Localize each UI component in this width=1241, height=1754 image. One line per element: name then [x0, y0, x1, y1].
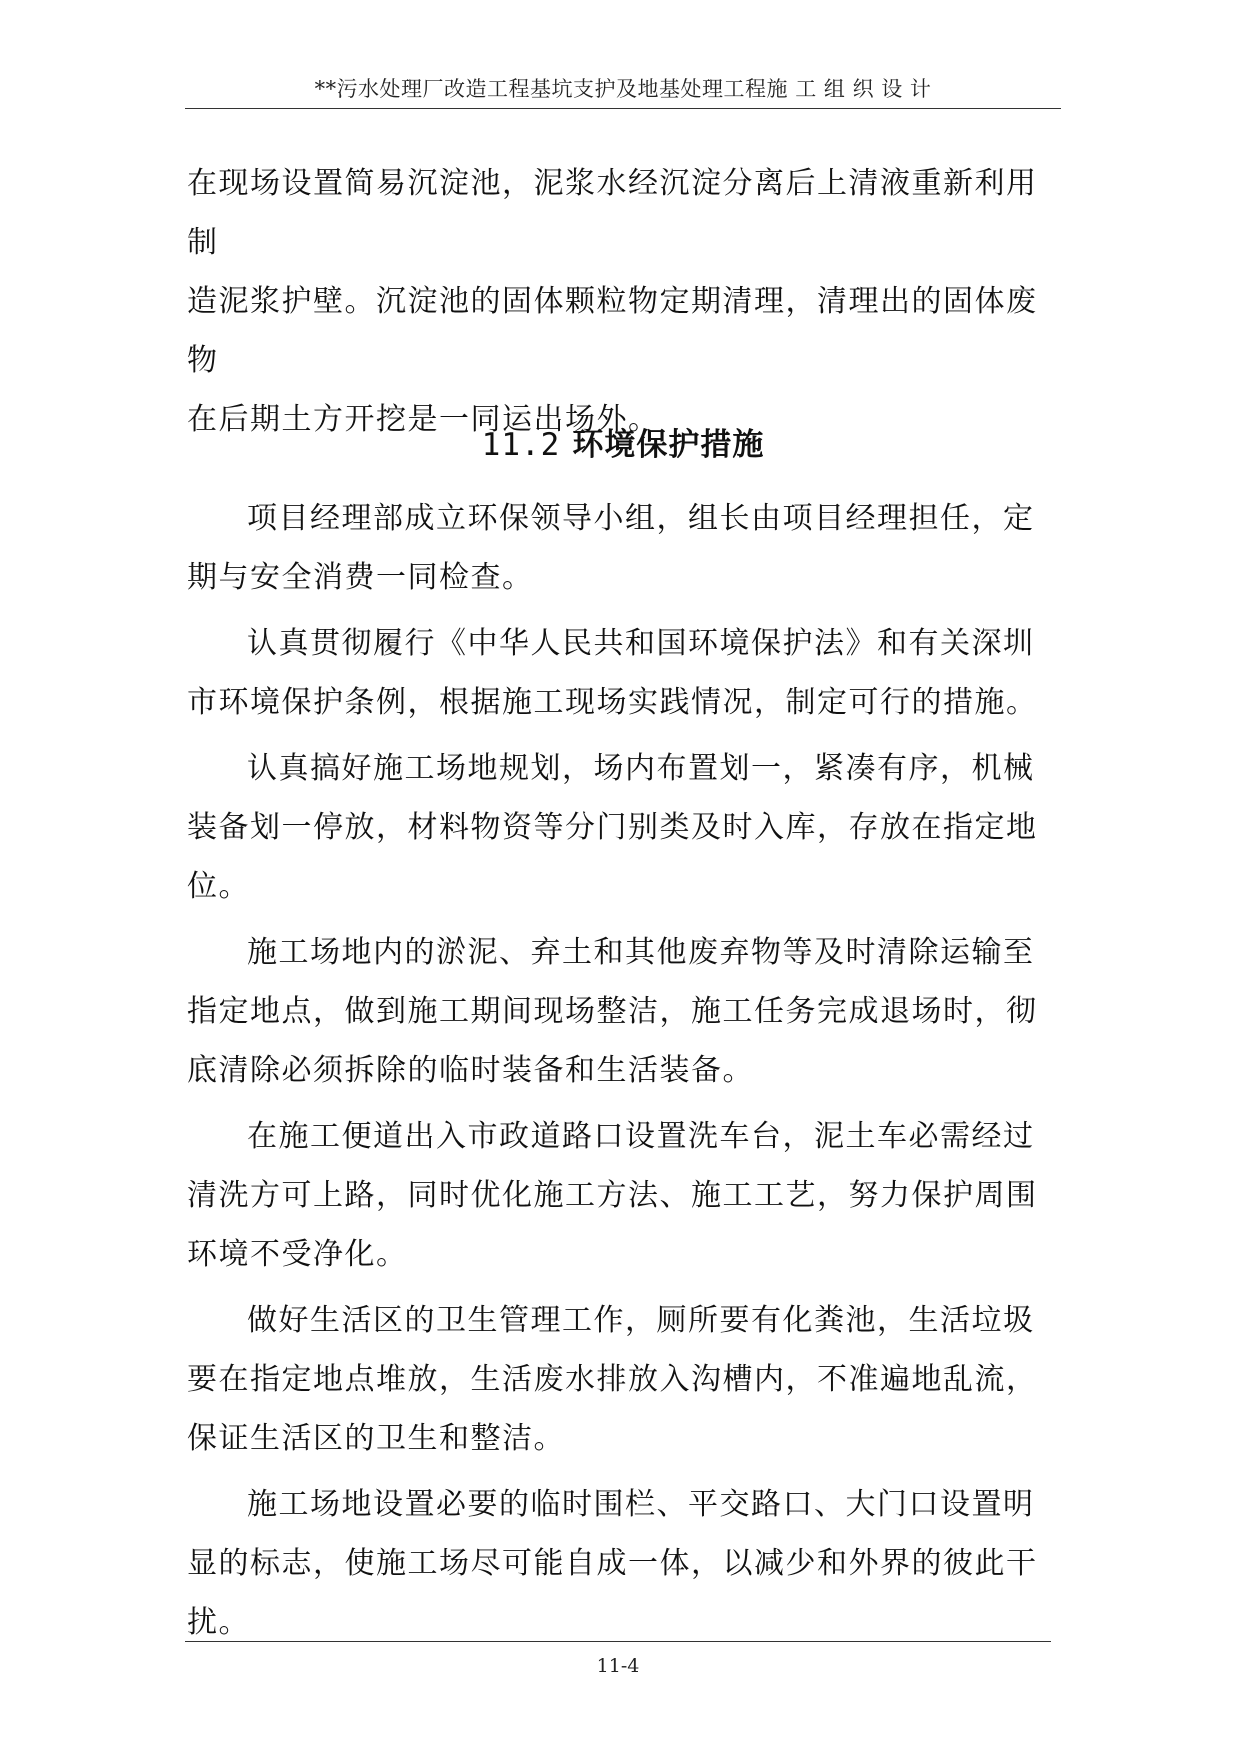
header-divider	[185, 108, 1061, 109]
page-header-title: **污水处理厂改造工程基坑支护及地基处理工程施 工 组 织 设 计	[314, 77, 932, 101]
paragraph: 项目经理部成立环保领导小组，组长由项目经理担任，定期与安全消费一同检查。	[187, 501, 1035, 595]
paragraph: 认真贯彻履行《中华人民共和国环境保护法》和有关深圳市环境保护条例，根据施工现场实践情况，制定可行的措施。	[187, 626, 1038, 720]
continuation-line: 在后期土方开挖是一同运出场外。	[187, 402, 660, 437]
footer-divider	[185, 1641, 1051, 1642]
section-heading	[187, 420, 1059, 470]
section-number: 11.2	[481, 427, 561, 463]
paragraph: 施工场地设置必要的临时围栏、平交路口、大门口设置明显的标志，使施工场尽可能自成一体，以减少和外界的彼此干扰。	[187, 1487, 1038, 1640]
paragraph: 在施工便道出入市政道路口设置洗车台，泥土车必需经过清洗方可上路，同时优化施工方法、施工工艺，努力保护周围环境不受净化。	[187, 1119, 1038, 1272]
continuation-line: 在现场设置简易沉淀池，泥浆水经沉淀分离后上清液重新利用制	[187, 166, 1038, 260]
paragraph: 认真搞好施工场地规划，场内布置划一，紧凑有序，机械装备划一停放，材料物资等分门别类及时入库，存放在指定地位。	[187, 751, 1038, 904]
paragraph: 施工场地内的淤泥、弃土和其他废弃物等及时清除运输至指定地点，做到施工期间现场整洁，施工任务完成退场时，彻底清除必须拆除的临时装备和生活装备。	[187, 935, 1038, 1088]
section-body	[187, 482, 1059, 1652]
continuation-line: 造泥浆护壁。沉淀池的固体颗粒物定期清理，清理出的固体废物	[187, 284, 1038, 378]
page-number: 11-4	[596, 1655, 640, 1677]
section-title: 环境保护措施	[572, 427, 765, 463]
paragraph: 做好生活区的卫生管理工作，厕所要有化粪池，生活垃圾要在指定地点堆放，生活废水排放入沟槽内，不准遍地乱流，保证生活区的卫生和整洁。	[187, 1303, 1038, 1456]
continuation-text	[187, 154, 1059, 449]
